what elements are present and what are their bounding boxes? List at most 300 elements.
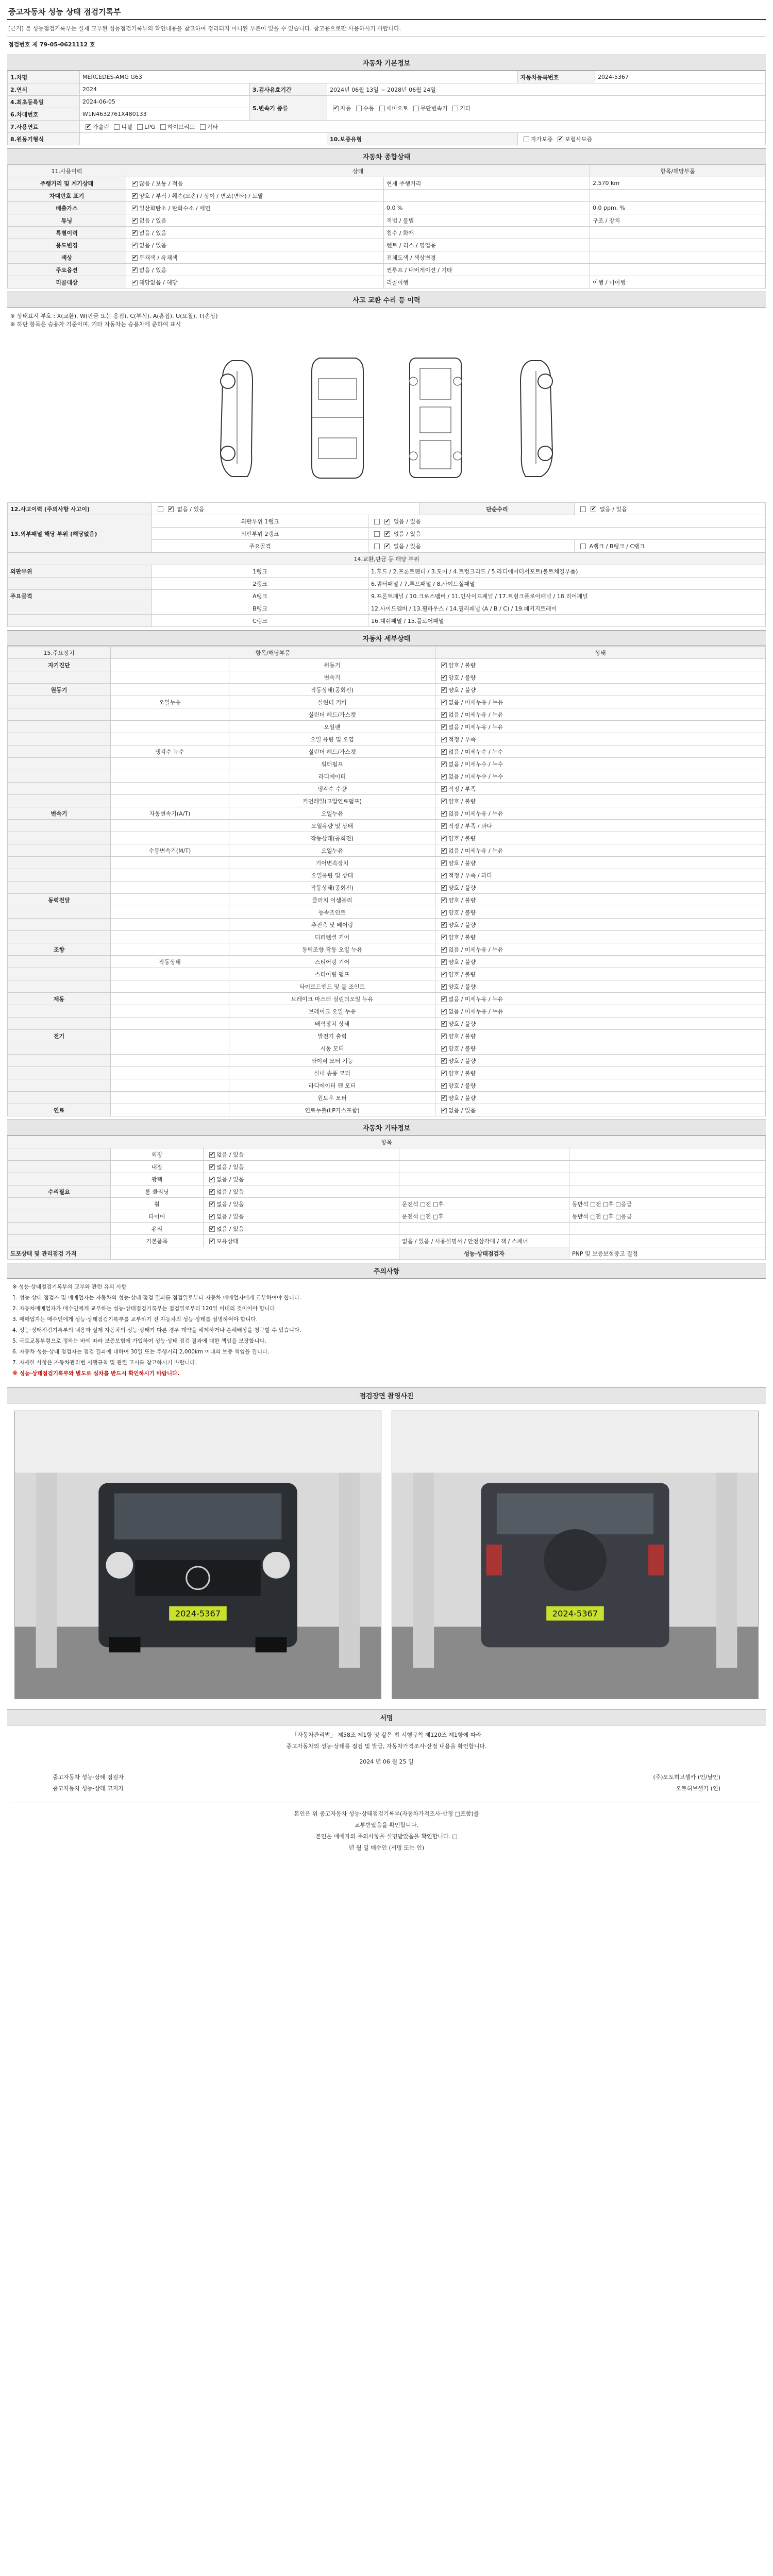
detail-status-checkbox[interactable] xyxy=(441,873,447,878)
detail-item: 실린더 커버 xyxy=(229,696,435,708)
other-x xyxy=(399,1173,569,1185)
detail-status xyxy=(435,659,766,671)
frame-options-text: 없음 / 있음 xyxy=(393,543,421,550)
exchange-parts-table xyxy=(7,552,766,627)
general-row-value xyxy=(590,251,766,264)
detail-status-checkbox[interactable] xyxy=(441,836,447,841)
other-status-checkbox[interactable] xyxy=(209,1239,215,1244)
general-row-label: 특별이력 xyxy=(8,227,126,239)
detail-subgroup xyxy=(111,931,229,943)
detail-group xyxy=(8,857,111,869)
detail-status-text: 양호 / 불량 xyxy=(448,1020,476,1027)
general-row-label: 색상 xyxy=(8,251,126,264)
general-row-options xyxy=(126,227,384,239)
note-item: 6. 자동차 성능·상태 점검자는 점검 결과에 대하여 30일 또는 주행거리 2,000km 이내의 보증 책임을 집니다. xyxy=(12,1349,270,1355)
detail-status-checkbox[interactable] xyxy=(441,786,447,792)
other-y xyxy=(569,1235,766,1247)
exchange-items: 9.프론트패널 / 10.크로스멤버 / 11.인사이드패널 / 17.트렁크플로어패널 / 18.리어패널 xyxy=(368,590,766,602)
exchange-row xyxy=(8,578,766,590)
detail-status xyxy=(435,919,766,931)
year-label: 2.연식 xyxy=(8,83,80,96)
general-row xyxy=(8,190,766,202)
detail-subgroup xyxy=(111,671,229,684)
detail-subgroup xyxy=(111,894,229,906)
general-col-status: 상태 xyxy=(126,165,590,177)
other-row xyxy=(8,1161,766,1173)
detail-status xyxy=(435,1055,766,1067)
detail-status-checkbox[interactable] xyxy=(441,737,447,742)
detail-row xyxy=(8,820,766,832)
exchange-items: 6.쿼터패널 / 7.루프패널 / 8.사이드실패널 xyxy=(368,578,766,590)
simple-repair-options xyxy=(575,503,766,515)
general-row-checkbox[interactable] xyxy=(132,267,138,273)
general-row-note: 썬루프 / 내비게이션 / 기타 xyxy=(384,264,590,276)
other-head: 항목 xyxy=(8,1136,766,1148)
detail-status xyxy=(435,1005,766,1018)
detail-status-text: 양호 / 불량 xyxy=(448,983,476,990)
detail-group xyxy=(8,1018,111,1030)
checkbox-rank1-yes[interactable] xyxy=(384,519,390,524)
general-row-checkbox[interactable] xyxy=(132,255,138,261)
detail-status-checkbox[interactable] xyxy=(441,749,447,755)
detail-status-checkbox[interactable] xyxy=(441,1021,447,1027)
exchange-items: 1.후드 / 2.프론트펜더 / 3.도어 / 4.트렁크리드 / 5.라디에이터서포트(볼트체결부품) xyxy=(368,565,766,578)
detail-status-checkbox[interactable] xyxy=(441,972,447,977)
detail-status-checkbox[interactable] xyxy=(441,922,447,928)
signer-value-2: 오토허브셀카 (인) xyxy=(676,1785,720,1792)
detail-status-checkbox[interactable] xyxy=(441,897,447,903)
detail-status xyxy=(435,882,766,894)
detail-status-checkbox[interactable] xyxy=(441,860,447,866)
warranty-label: 10.보증유형 xyxy=(327,133,518,145)
detail-status xyxy=(435,807,766,820)
detail-item: 워터펌프 xyxy=(229,758,435,770)
signer-label-2: 중고자동차 성능·상태 고지자 xyxy=(53,1785,124,1792)
simple-repair-options-text: 없음 / 있음 xyxy=(599,505,627,513)
detail-subgroup xyxy=(111,1079,229,1092)
detail-status xyxy=(435,857,766,869)
exchange-group xyxy=(8,602,152,615)
exchange-items: 16.대쉬패널 / 15.플로어패널 xyxy=(368,615,766,627)
detail-status-text: 양호 / 불량 xyxy=(448,686,476,693)
detail-status-checkbox[interactable] xyxy=(441,663,447,668)
detail-item: 동력조향 작동 오일 누유 xyxy=(229,943,435,956)
general-row-value: 이행 / 미이행 xyxy=(590,276,766,289)
detail-status xyxy=(435,1042,766,1055)
checkbox-rank2-none[interactable] xyxy=(374,531,380,537)
detail-status-text: 없음 / 미세누유 / 누유 xyxy=(448,847,503,854)
other-status-text: 없음 / 있음 xyxy=(216,1163,244,1171)
warranty-opt-self: 자가보증 xyxy=(531,135,553,143)
detail-status xyxy=(435,1104,766,1116)
checkbox-accident-none[interactable] xyxy=(158,506,163,512)
general-row-checkbox[interactable] xyxy=(132,280,138,285)
checkbox-auto[interactable] xyxy=(333,106,339,111)
other-status-checkbox[interactable] xyxy=(209,1226,215,1232)
other-y xyxy=(569,1148,766,1161)
detail-status xyxy=(435,894,766,906)
detail-status-checkbox[interactable] xyxy=(441,848,447,854)
detail-status-checkbox[interactable] xyxy=(441,1033,447,1039)
general-row-options-text: 많음 / 보통 / 적음 xyxy=(139,180,183,187)
detail-subgroup xyxy=(111,968,229,980)
detail-status-checkbox[interactable] xyxy=(441,811,447,817)
general-row xyxy=(8,227,766,239)
other-status-text: 없음 / 있음 xyxy=(216,1213,244,1220)
detail-status-text: 양호 / 불량 xyxy=(448,1045,476,1052)
basic-info-table xyxy=(7,71,766,145)
car-name-value: MERCEDES-AMG G63 xyxy=(80,71,518,83)
other-item: 타이어 xyxy=(111,1210,204,1223)
fuel-opt-lpg: LPG xyxy=(144,123,156,130)
general-row-note: 리콜이행 xyxy=(384,276,590,289)
detail-subgroup xyxy=(111,943,229,956)
detail-group xyxy=(8,1042,111,1055)
other-status xyxy=(204,1198,399,1210)
detail-col-device: 15.주요장치 xyxy=(8,647,111,659)
detail-item: 작동상태(공회전) xyxy=(229,832,435,844)
detail-subgroup xyxy=(111,1042,229,1055)
detail-subgroup xyxy=(111,721,229,733)
other-status xyxy=(204,1185,399,1198)
accident-label: 12.사고이력 (주의사항 사고이) xyxy=(8,503,152,515)
detail-group xyxy=(8,1005,111,1018)
detail-status-checkbox[interactable] xyxy=(441,959,447,965)
detail-group: 동력전달 xyxy=(8,894,111,906)
note-item: 1. 성능 상태 점검자 및 매매업자는 자동차의 성능·상태 점검 결과를 점검일로부터 자동차 매매업자에게 교부하여야 합니다. xyxy=(12,1295,301,1301)
detail-row xyxy=(8,795,766,807)
detail-group xyxy=(8,1079,111,1092)
detail-item: 발전기 출력 xyxy=(229,1030,435,1042)
general-row-value: 0.0 ppm, % xyxy=(590,202,766,214)
detail-status xyxy=(435,721,766,733)
detail-group xyxy=(8,844,111,857)
checkbox-lpg[interactable] xyxy=(137,124,143,130)
other-item: 기본품목 xyxy=(111,1235,204,1247)
other-x: 운전석 □전 □후 xyxy=(399,1210,569,1223)
trans-opt-other: 기타 xyxy=(460,105,471,112)
general-row-options xyxy=(126,251,384,264)
other-group: 수리필요 xyxy=(8,1185,111,1198)
exchange-rank: 1랭크 xyxy=(152,565,368,578)
other-x: 없음 / 있음 / 사용설명서 / 안전삼각대 / 잭 / 스패너 xyxy=(399,1235,569,1247)
signer-value-1: (주)오토허브셀카 (인/날인) xyxy=(653,1774,720,1781)
detail-status xyxy=(435,956,766,968)
general-row-options-text: 일산화탄소 / 탄화수소 / 매연 xyxy=(139,205,211,212)
general-row-note: 0.0 % xyxy=(384,202,590,214)
exchange-parts-title: 14.교환,판금 등 해당 부위 xyxy=(8,553,766,565)
checkbox-semi[interactable] xyxy=(379,106,385,111)
general-col-history: 11.사용이력 xyxy=(8,165,126,177)
fuel-opt-other: 기타 xyxy=(207,123,218,130)
detail-row xyxy=(8,721,766,733)
front-vehicle-image xyxy=(15,1411,381,1699)
general-row-label: 차대번호 표기 xyxy=(8,190,126,202)
other-item: 룸 클리닝 xyxy=(111,1185,204,1198)
trans-opt-cvt: 무단변속기 xyxy=(420,105,448,112)
detail-group xyxy=(8,968,111,980)
other-status-checkbox[interactable] xyxy=(209,1214,215,1219)
detail-status xyxy=(435,943,766,956)
checkbox-frame-none[interactable] xyxy=(374,544,380,549)
detail-status-checkbox[interactable] xyxy=(441,1071,447,1076)
detail-subgroup xyxy=(111,684,229,696)
detail-item: 오일유량 및 상태 xyxy=(229,820,435,832)
other-status xyxy=(204,1210,399,1223)
general-row-checkbox[interactable] xyxy=(132,218,138,224)
checkbox-repair-none[interactable] xyxy=(580,506,586,512)
detail-subgroup xyxy=(111,770,229,783)
price-label: 도포상태 및 관리점검 가격 xyxy=(8,1247,111,1260)
note-item: 2. 자동차매매업자가 매수인에게 교부하는 성능·상태점검기록부는 점검일로부터 120일 이내의 것이어야 합니다. xyxy=(12,1306,277,1312)
detail-status-text: 양호 / 불량 xyxy=(448,1057,476,1064)
detail-item: 오일팬 xyxy=(229,721,435,733)
detail-row xyxy=(8,1079,766,1092)
detail-group xyxy=(8,956,111,968)
detail-status-checkbox[interactable] xyxy=(441,1108,447,1113)
detail-status-text: 양호 / 불량 xyxy=(448,921,476,928)
other-group xyxy=(8,1173,111,1185)
other-item: 내장 xyxy=(111,1161,204,1173)
detail-status-checkbox[interactable] xyxy=(441,910,447,916)
general-row-value: 구조 / 장치 xyxy=(590,214,766,227)
detail-status xyxy=(435,696,766,708)
detail-status-text: 없음 / 미세누유 / 누유 xyxy=(448,1008,503,1015)
general-row-value xyxy=(590,190,766,202)
checkbox-frame-rank[interactable] xyxy=(580,544,586,549)
detail-item: 추진축 및 베어링 xyxy=(229,919,435,931)
rear-vehicle-image xyxy=(392,1411,758,1699)
detail-status xyxy=(435,844,766,857)
detail-group xyxy=(8,1055,111,1067)
general-row-note: 렌트 / 리스 / 영업용 xyxy=(384,239,590,251)
detail-status-checkbox[interactable] xyxy=(441,823,447,829)
signer-row-1 xyxy=(11,1772,762,1783)
checkbox-self-warranty[interactable] xyxy=(524,137,529,142)
other-item: 외장 xyxy=(111,1148,204,1161)
exchange-row xyxy=(8,615,766,627)
detail-row xyxy=(8,1030,766,1042)
other-x: 운전석 □전 □후 xyxy=(399,1198,569,1210)
detail-status xyxy=(435,783,766,795)
frame-options xyxy=(368,540,575,552)
other-row xyxy=(8,1198,766,1210)
detail-row xyxy=(8,993,766,1005)
detail-status-checkbox[interactable] xyxy=(441,724,447,730)
detail-group xyxy=(8,721,111,733)
inspection-label: 3.검사유효기간 xyxy=(250,83,327,96)
checkbox-hybrid[interactable] xyxy=(160,124,166,130)
rank2-options xyxy=(368,528,766,540)
detail-status-checkbox[interactable] xyxy=(441,947,447,953)
detail-row xyxy=(8,659,766,671)
detail-row xyxy=(8,1055,766,1067)
note-item: ※ 성능·상태점검기록부의 교부와 관련 유의 사항 xyxy=(12,1284,127,1290)
exchange-group xyxy=(8,615,152,627)
detail-subgroup: 오일누유 xyxy=(111,696,229,708)
general-row-value: 2,570 km xyxy=(590,177,766,190)
engine-value xyxy=(80,133,327,145)
accident-table xyxy=(7,502,766,552)
other-status-checkbox[interactable] xyxy=(209,1164,215,1170)
general-row xyxy=(8,276,766,289)
checkbox-accident-yes[interactable] xyxy=(168,506,174,512)
detail-group xyxy=(8,869,111,882)
detail-status-checkbox[interactable] xyxy=(441,700,447,705)
detail-item: 브레이크 오일 누유 xyxy=(229,1005,435,1018)
detail-item: 라디에이터 xyxy=(229,770,435,783)
special-value: PNP 및 보증보험중고 결정 xyxy=(569,1247,766,1260)
detail-status-checkbox[interactable] xyxy=(441,774,447,779)
checkbox-gasoline[interactable] xyxy=(86,124,91,130)
general-row xyxy=(8,202,766,214)
checkbox-rank2-yes[interactable] xyxy=(384,531,390,537)
detail-group xyxy=(8,671,111,684)
detail-subgroup xyxy=(111,1055,229,1067)
fuel-options xyxy=(80,121,766,133)
detail-status xyxy=(435,906,766,919)
other-x xyxy=(399,1161,569,1173)
detail-subgroup xyxy=(111,857,229,869)
general-col-items: 항목/해당부품 xyxy=(590,165,766,177)
general-row-checkbox[interactable] xyxy=(132,181,138,187)
general-row-value xyxy=(590,227,766,239)
ack-line-4: 년 월 일 매수인 (서명 또는 인) xyxy=(348,1844,425,1851)
detail-subgroup xyxy=(111,832,229,844)
detail-status-checkbox[interactable] xyxy=(441,885,447,891)
general-row-options-text: 없음 / 있음 xyxy=(139,229,167,236)
detail-group xyxy=(8,931,111,943)
detail-item: 배력장치 상태 xyxy=(229,1018,435,1030)
sign-date: 2024 년 06 월 25 일 xyxy=(359,1758,414,1765)
special-label: 성능·상태점검자 xyxy=(399,1247,569,1260)
checkbox-manual[interactable] xyxy=(356,106,362,111)
exchange-rank: 2랭크 xyxy=(152,578,368,590)
detail-status-text: 양호 / 불량 xyxy=(448,958,476,965)
detail-status-checkbox[interactable] xyxy=(441,712,447,718)
checkbox-cvt[interactable] xyxy=(413,106,419,111)
detail-status xyxy=(435,708,766,721)
sign-line-2: 중고자동차의 성능·상태를 점검 및 발급, 자동차가격조사·산정 내용을 확인합니다. xyxy=(286,1743,487,1750)
detail-subgroup: 냉각수 누수 xyxy=(111,745,229,758)
other-status-text: 없음 / 있음 xyxy=(216,1200,244,1208)
detail-status-checkbox[interactable] xyxy=(441,675,447,681)
detail-status xyxy=(435,993,766,1005)
exchange-row xyxy=(8,602,766,615)
checkbox-trans-other[interactable] xyxy=(452,106,458,111)
detail-status-checkbox[interactable] xyxy=(441,1046,447,1052)
detail-status xyxy=(435,1067,766,1079)
detail-status-checkbox[interactable] xyxy=(441,799,447,804)
detail-status-checkbox[interactable] xyxy=(441,1083,447,1089)
vin-value: W1N4632761X480133 xyxy=(80,108,250,121)
exchange-row xyxy=(8,590,766,602)
general-row-checkbox[interactable] xyxy=(132,206,138,211)
detail-status-text: 양호 / 불량 xyxy=(448,662,476,669)
detail-item: 기어변속장치 xyxy=(229,857,435,869)
checkbox-frame-yes[interactable] xyxy=(384,544,390,549)
notes-warning: ※ 성능·상태점검기록부와 별도로 실차를 반드시 확인하시기 바랍니다. xyxy=(12,1370,180,1377)
fuel-opt-diesel: 디젤 xyxy=(121,123,132,130)
legend-line-2: ※ 하단 항목은 승용차 기준이며, 기타 자동차는 승용차에 준하여 표시 xyxy=(10,321,181,328)
general-row-checkbox[interactable] xyxy=(132,230,138,236)
exchange-rank: C랭크 xyxy=(152,615,368,627)
reg-no-label: 자동차등록번호 xyxy=(518,71,595,83)
detail-item: 오일 유량 및 오염 xyxy=(229,733,435,745)
detail-status-checkbox[interactable] xyxy=(441,984,447,990)
detail-item: 실내 송풍 모터 xyxy=(229,1067,435,1079)
general-row-options xyxy=(126,177,384,190)
other-status xyxy=(204,1148,399,1161)
detail-group: 변속기 xyxy=(8,807,111,820)
note-item: 5. 국토교통부령으로 정하는 바에 따라 보증보험에 가입하여 성능·상태 점검 결과에 대한 책임을 보장합니다. xyxy=(12,1338,266,1344)
detail-subgroup xyxy=(111,993,229,1005)
detail-subgroup xyxy=(111,1005,229,1018)
detail-row xyxy=(8,869,766,882)
general-row-checkbox[interactable] xyxy=(132,243,138,248)
other-group xyxy=(8,1148,111,1161)
checkbox-repair-yes[interactable] xyxy=(591,506,596,512)
detail-subgroup xyxy=(111,733,229,745)
detail-status-checkbox[interactable] xyxy=(441,1058,447,1064)
detail-row xyxy=(8,758,766,770)
other-status-checkbox[interactable] xyxy=(209,1201,215,1207)
detail-group xyxy=(8,696,111,708)
general-row-options-text: 양호 / 부식 / 훼손(오손) / 상이 / 변조(변타) / 도말 xyxy=(139,192,263,199)
other-status-checkbox[interactable] xyxy=(209,1152,215,1158)
general-row-label: 튜닝 xyxy=(8,214,126,227)
detail-row xyxy=(8,882,766,894)
other-row xyxy=(8,1185,766,1198)
other-status-checkbox[interactable] xyxy=(209,1177,215,1182)
legend-line-1: ※ 상태표시 부호 : X(교환), W(판금 또는 용접), C(부식), A(흠집), U(요철), T(손상) xyxy=(10,313,218,319)
detail-row xyxy=(8,1092,766,1104)
general-row-checkbox[interactable] xyxy=(132,193,138,199)
detail-row xyxy=(8,919,766,931)
checkbox-rank1-none[interactable] xyxy=(374,519,380,524)
other-status-checkbox[interactable] xyxy=(209,1189,215,1195)
detail-subgroup xyxy=(111,1018,229,1030)
general-row xyxy=(8,264,766,276)
detail-subgroup xyxy=(111,1067,229,1079)
other-status xyxy=(204,1173,399,1185)
detail-status-checkbox[interactable] xyxy=(441,1009,447,1014)
checkbox-diesel[interactable] xyxy=(114,124,120,130)
detail-row xyxy=(8,832,766,844)
general-row-label: 배출가스 xyxy=(8,202,126,214)
frame-label: 주요골격 xyxy=(152,540,368,552)
detail-status-checkbox[interactable] xyxy=(441,935,447,940)
rank1-label: 외판부위 1랭크 xyxy=(152,515,368,528)
fuel-label: 7.사용연료 xyxy=(8,121,80,133)
detail-item: 변속기 xyxy=(229,671,435,684)
detail-row xyxy=(8,1018,766,1030)
detail-subgroup xyxy=(111,708,229,721)
detail-status-checkbox[interactable] xyxy=(441,687,447,693)
general-row xyxy=(8,239,766,251)
general-row-options-text: 없음 / 있음 xyxy=(139,217,167,224)
checkbox-fuel-other[interactable] xyxy=(200,124,206,130)
detail-status-text: 없음 / 미세누유 / 누유 xyxy=(448,723,503,731)
detail-status-checkbox[interactable] xyxy=(441,761,447,767)
exchange-group xyxy=(8,578,152,590)
other-row xyxy=(8,1223,766,1235)
checkbox-insurance-warranty[interactable] xyxy=(558,137,563,142)
detail-status-checkbox[interactable] xyxy=(441,996,447,1002)
detail-item: 오일유량 및 상태 xyxy=(229,869,435,882)
cert-no-value: 2024-5367 xyxy=(595,71,766,83)
detail-status-checkbox[interactable] xyxy=(441,1095,447,1101)
